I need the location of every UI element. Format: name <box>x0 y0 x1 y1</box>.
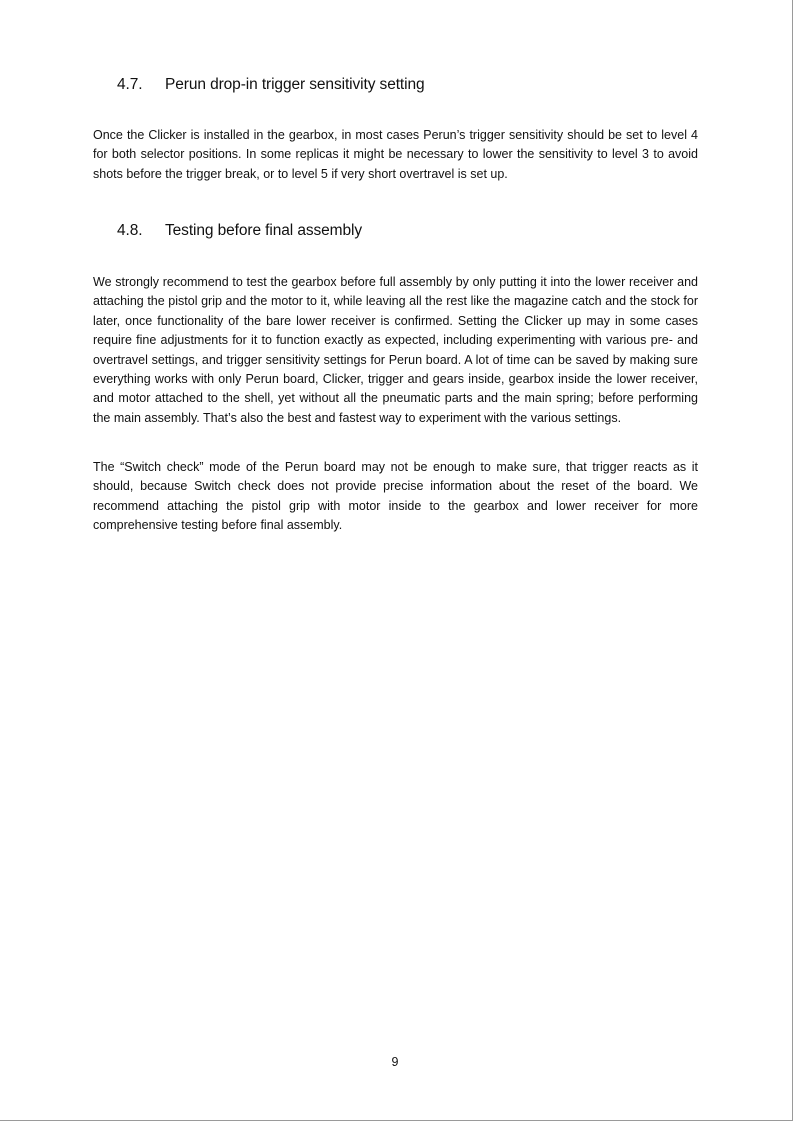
section-title: Perun drop-in trigger sensitivity setting <box>165 76 425 93</box>
section-heading-4-8 <box>117 222 362 240</box>
paragraph-trigger-sensitivity: Once the Clicker is installed in the gearbox, in most cases Perun’s trigger sensitivity should be set to level 4 for both selector positions. In some replicas it might be necessary to lower the sensitivity to level 3 to avoid shots before the trigger break, or to level 5 if very short overtravel is set up. <box>93 128 698 181</box>
section-number: 4.8. <box>117 222 143 239</box>
section-number: 4.7. <box>117 76 143 93</box>
paragraph-switch-check: The “Switch check” mode of the Perun board may not be enough to make sure, that trigger reacts as it should, because Switch check does not provide precise information about the reset of the board. We recommend attaching the pistol grip with motor inside to the gearbox and lower receiver for more comprehensive testing before final assembly. <box>93 460 698 533</box>
section-title: Testing before final assembly <box>165 222 362 239</box>
page-number: 9 <box>391 1055 399 1069</box>
section-heading-4-7 <box>117 76 425 94</box>
paragraph-testing-recommendation: We strongly recommend to test the gearbox before full assembly by only putting it into the lower receiver and attaching the pistol grip and the motor to it, while leaving all the rest like the magazine catch and the stock for later, once functionality of the bare lower receiver is confirmed. Setting the Clicker up may in some cases require fine adjustments for it to function exactly as expected, including experimenting with various pre- and overtravel settings, and trigger sensitivity settings for Perun board. A lot of time can be saved by making sure everything works with only Perun board, Clicker, trigger and gears inside, gearbox inside the lower receiver, and motor attached to the shell, yet without all the pneumatic parts and the main spring; before performing the main assembly. That’s also the best and fastest way to experiment with the various settings. <box>93 275 698 425</box>
